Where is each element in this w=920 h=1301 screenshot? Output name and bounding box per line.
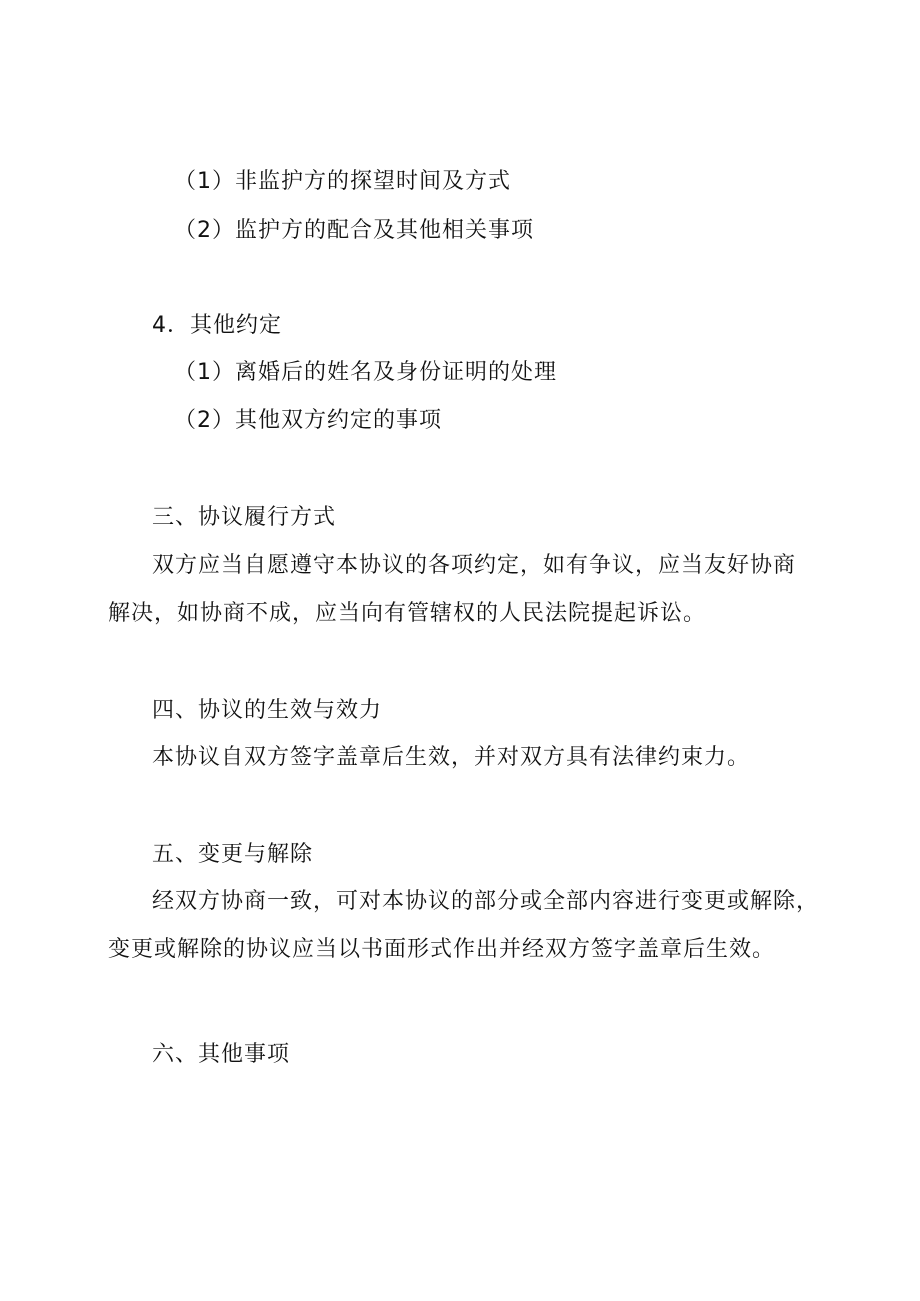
effect-paragraph-line-1: 本协议自双方签字盖章后生效，并对双方具有法律约束力。	[152, 745, 751, 770]
change-paragraph-line-2: 变更或解除的协议应当以书面形式作出并经双方签字盖章后生效。	[108, 937, 776, 962]
performance-heading: 三、协议履行方式	[152, 505, 337, 530]
performance-paragraph-line-1: 双方应当自愿遵守本协议的各项约定，如有争议，应当友好协商	[152, 553, 797, 578]
other-agreements-item-2: （2）其他双方约定的事项	[174, 408, 442, 433]
other-agreements-item-1: （1）离婚后的姓名及身份证明的处理	[174, 360, 557, 385]
change-paragraph-line-1: 经双方协商一致，可对本协议的部分或全部内容进行变更或解除，	[152, 889, 820, 914]
change-heading: 五、变更与解除	[152, 842, 314, 867]
other-agreements-heading: 4．其他约定	[152, 313, 282, 338]
performance-paragraph-line-2: 解决，如协商不成，应当向有管辖权的人民法院提起诉讼。	[108, 601, 707, 626]
effect-heading: 四、协议的生效与效力	[152, 698, 383, 723]
visit-item-1: （1）非监护方的探望时间及方式	[174, 169, 511, 194]
visit-item-2: （2）监护方的配合及其他相关事项	[174, 218, 534, 243]
misc-heading: 六、其他事项	[152, 1042, 291, 1067]
